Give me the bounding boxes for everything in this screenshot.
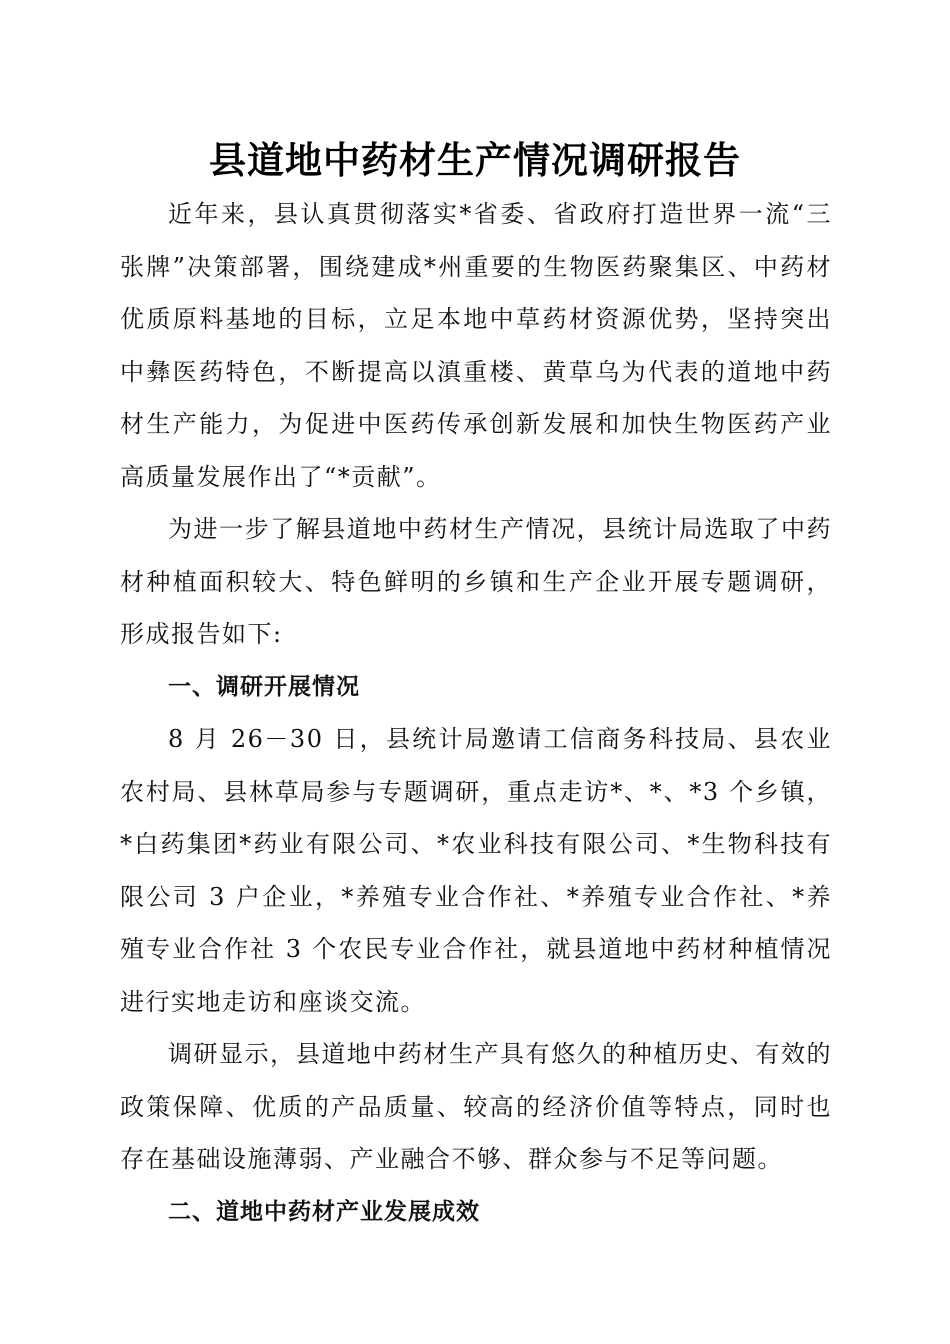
document-body xyxy=(120,188,832,1238)
section-heading-1: 一、调研开展情况 xyxy=(168,673,360,700)
paragraph-intro: 近年来，县认真贯彻落实*省委、省政府打造世界一流“三张牌”决策部署，围绕建成*州重要的生物医药聚集区、中药材优质原料基地的目标，立足本地中草药材资源优势，坚持突出中彝医药特色，不断提高以滇重楼、黄草乌为代表的道地中药材生产能力，为促进中医药传承创新发展和加快生物医药产业高质量发展作出了“*贡献”。 xyxy=(120,200,832,491)
document-title: 县道地中药材生产情况调研报告 xyxy=(209,138,741,182)
paragraph-purpose: 为进一步了解县道地中药材生产情况，县统计局选取了中药材种植面积较大、特色鲜明的乡镇和生产企业开展专题调研，形成报告如下: xyxy=(120,515,832,648)
paragraph-research-findings: 调研显示，县道地中药材生产具有悠久的种植历史、有效的政策保障、优质的产品质量、较高的经济价值等特点，同时也存在基础设施薄弱、产业融合不够、群众参与不足等问题。 xyxy=(120,1040,832,1173)
paragraph-research-activities: 8 月 26－30 日，县统计局邀请工信商务科技局、县农业农村局、县林草局参与专题调研，重点走访*、*、*3 个乡镇，*白药集团*药业有限公司、*农业科技有限公司、*生物科技有限公司 3 户企业，*养殖专业合作社、*养殖专业合作社、*养殖专业合作社 3 个农民专业合作社，就县道地中药材种植情况进行实地走访和座谈交流。 xyxy=(120,725,832,1016)
section-heading-2: 二、道地中药材产业发展成效 xyxy=(168,1198,480,1225)
